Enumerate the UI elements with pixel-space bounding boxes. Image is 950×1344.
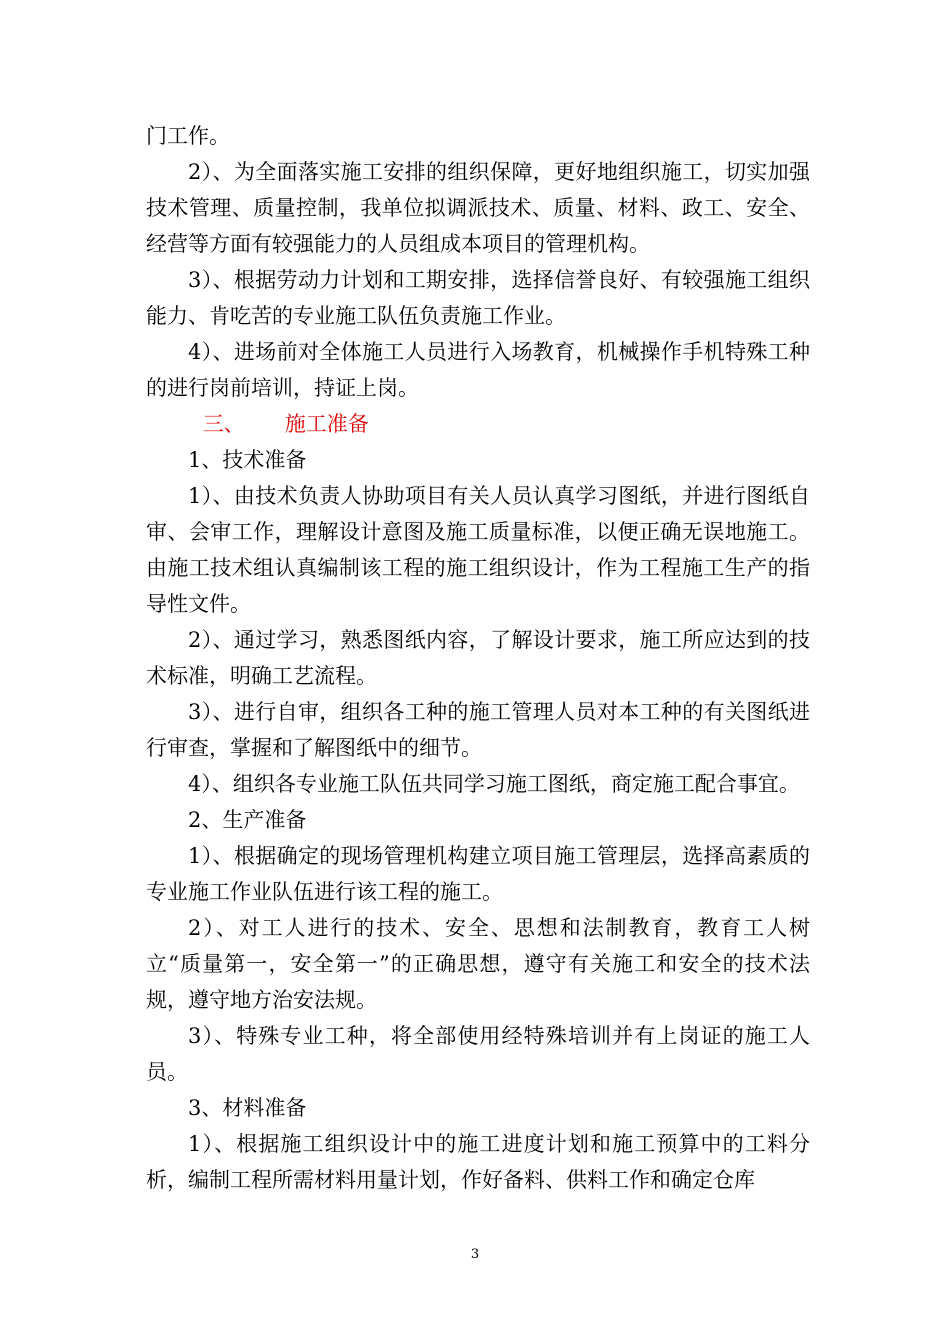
section-heading-construction-prep: 三、 施工准备 xyxy=(202,412,369,436)
paragraph-prod-1: 1）、根据确定的现场管理机构建立项目施工管理层，选择高素质的专业施工作业队伍进行该工程的施工。 xyxy=(146,844,810,904)
paragraph-org-2: 2）、为全面落实施工安排的组织保障，更好地组织施工，切实加强技术管理、质量控制，我单位拟调派技术、质量、材料、政工、安全、经营等方面有较强能力的人员组成本项目的管理机构。 xyxy=(146,160,810,256)
subheading-technical-prep: 1、技术准备 xyxy=(188,448,307,472)
paragraph-tech-2: 2）、通过学习，熟悉图纸内容，了解设计要求，施工所应达到的技术标准，明确工艺流程。 xyxy=(146,628,810,688)
paragraph-continuation: 门工作。 xyxy=(146,124,230,148)
paragraph-org-4: 4）、进场前对全体施工人员进行入场教育，机械操作手机特殊工种的进行岗前培训，持证上岗。 xyxy=(146,340,810,400)
paragraph-material-1: 1）、根据施工组织设计中的施工进度计划和施工预算中的工料分析，编制工程所需材料用量计划，作好备料、供料工作和确定仓库 xyxy=(146,1132,810,1192)
document-body xyxy=(146,118,810,1198)
paragraph-org-3: 3）、根据劳动力计划和工期安排，选择信誉良好、有较强施工组织能力、肯吃苦的专业施工队伍负责施工作业。 xyxy=(146,268,810,328)
paragraph-tech-3: 3）、进行自审，组织各工种的施工管理人员对本工种的有关图纸进行审查，掌握和了解图纸中的细节。 xyxy=(146,700,810,760)
page-number: 3 xyxy=(470,1247,480,1262)
paragraph-tech-1: 1）、由技术负责人协助项目有关人员认真学习图纸，并进行图纸自审、会审工作，理解设计意图及施工质量标准，以便正确无误地施工。由施工技术组认真编制该工程的施工组织设计，作为工程施工生产的指导性文件。 xyxy=(146,484,810,616)
paragraph-prod-2: 2）、对工人进行的技术、安全、思想和法制教育，教育工人树立“质量第一，安全第一”的正确思想，遵守有关施工和安全的技术法规，遵守地方治安法规。 xyxy=(146,916,810,1012)
paragraph-tech-4: 4）、组织各专业施工队伍共同学习施工图纸，商定施工配合事宜。 xyxy=(188,772,800,796)
subheading-production-prep: 2、生产准备 xyxy=(188,808,307,832)
subheading-material-prep: 3、材料准备 xyxy=(188,1096,307,1120)
paragraph-prod-3: 3）、特殊专业工种，将全部使用经特殊培训并有上岗证的施工人员。 xyxy=(146,1024,810,1084)
